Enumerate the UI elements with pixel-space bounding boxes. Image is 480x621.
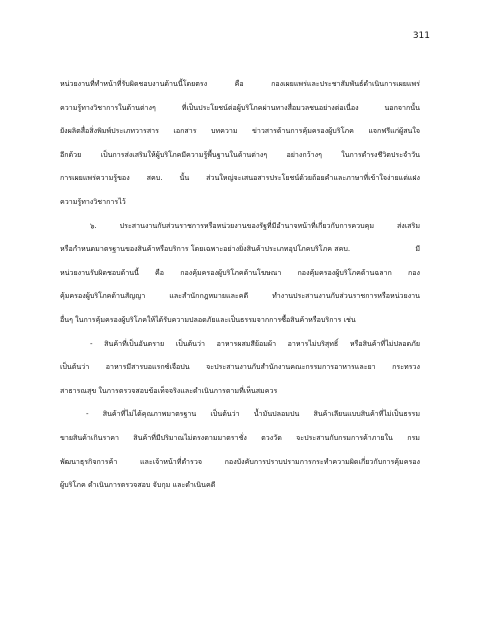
text-line: - สินค้าที่ไม่ได้คุณภาพมาตรฐาน เป็นต้นว่า น้ำมันปลอมปน สินค้าเลียนแบบสินค้าที่ไม่เป็นธรรม — [86, 409, 420, 419]
text-line: ขายสินค้าเกินราคา สินค้าที่มีปริมาณไม่ตรงตามมาตราชั่ง ตวงวัด จะประสานกับกรมการค้าภายใน กรม — [60, 432, 420, 442]
paragraph-item-6 — [60, 214, 420, 332]
text-line: - สินค้าที่เป็นอันตราย เป็นต้นว่า อาหารผสมสีย้อมผ้า อาหารไม่บริสุทธิ์ หรือสินค้าที่ไม่ปลอดภัย — [90, 338, 420, 348]
text-line: อื่นๆ ในการคุ้มครองผู้บริโภคให้ได้รับความปลอดภัยและเป็นธรรมจากการซื้อสินค้าหรือบริการ เช่น — [60, 314, 356, 324]
text-line: ยังผลิตสื่อสิ่งพิมพ์ประเภทวารสาร เอกสาร บทความ ข่าวสารด้านการคุ้มครองผู้บริโภค แจกฟรีแก่ผู้สนใจ — [60, 126, 420, 136]
text-line: การเผยแพร่ความรู้ของ สคบ. นั้น ส่วนใหญ่จะเสนอสารประโยชน์ด้วยถ้อยคำและภาษาที่เข้าใจง่ายแต่แฝง — [60, 173, 420, 183]
text-line: พัฒนาธุรกิจการค้า และเจ้าหน้าที่ตำรวจ กองบังคับการปราบปรามการกระทำความผิดเกี่ยวกับการคุ้มครอง — [60, 456, 420, 466]
body-text — [60, 72, 420, 497]
paragraph-dangerous-goods — [60, 332, 420, 403]
paragraph-substandard-goods — [60, 402, 420, 496]
text-line: หน่วยงานที่ทำหน้าที่รับผิดชอบงานด้านนี้โดยตรง คือ กองเผยแพร่และประชาสัมพันธ์ดำเนินการเผยแพร่ — [60, 79, 420, 88]
text-line: อีกด้วย เป็นการส่งเสริมให้ผู้บริโภคมีความรู้พื้นฐานในด้านต่างๆ อย่างกว้างๆ ในการดำรงชีวิตประจำวัน — [60, 149, 420, 159]
text-line: ๖. ประสานงานกับส่วนราชการหรือหน่วยงานของรัฐที่มีอำนาจหน้าที่เกี่ยวกับการควบคุม ส่งเสริม — [90, 220, 420, 230]
text-segment: มี — [415, 244, 420, 254]
text-line: คุ้มครองผู้บริโภคด้านสัญญา และสำนักกฎหมายและคดี ทำงานประสานงานกับส่วนราชการหรือหน่วยงาน — [60, 291, 420, 301]
text-line: ผู้บริโภค ดำเนินการตรวจสอบ จับกุม และดำเนินคดี — [60, 480, 216, 490]
text-line: ความรู้ทางวิชาการไว้ — [60, 196, 126, 206]
text-line: หน่วยงานรับผิดชอบด้านนี้ คือ กองคุ้มครองผู้บริโภคด้านโฆษณา กองคุ้มครองผู้บริโภคด้านฉลาก กอง — [60, 267, 420, 277]
text-line: เป็นต้นว่า อาหารมีสารบอแรกซ์เจือปน จะประสานงานกับสำนักงานคณะกรรมการอาหารและยา กระทรวง — [60, 362, 420, 372]
paragraph-consumer-education — [60, 72, 420, 214]
text-line: ความรู้ทางวิชาการในด้านต่างๆ ที่เป็นประโยชน์ต่อผู้บริโภคผ่านทางสื่อมวลชนอย่างต่อเนื่อง นอกจากนั้น — [60, 102, 420, 112]
text-line — [60, 237, 420, 261]
text-line: สาธารณสุข ในการตรวจสอบข้อเท็จจริงและดำเนินการตามที่เห็นสมควร — [60, 385, 278, 395]
page-number: 311 — [412, 31, 430, 41]
text-segment: หรือกำหนดมาตรฐานของสินค้าหรือบริการ โดยเฉพาะอย่างยิ่งสินค้าประเภทอุปโภคบริโภค สคบ. — [60, 244, 351, 254]
